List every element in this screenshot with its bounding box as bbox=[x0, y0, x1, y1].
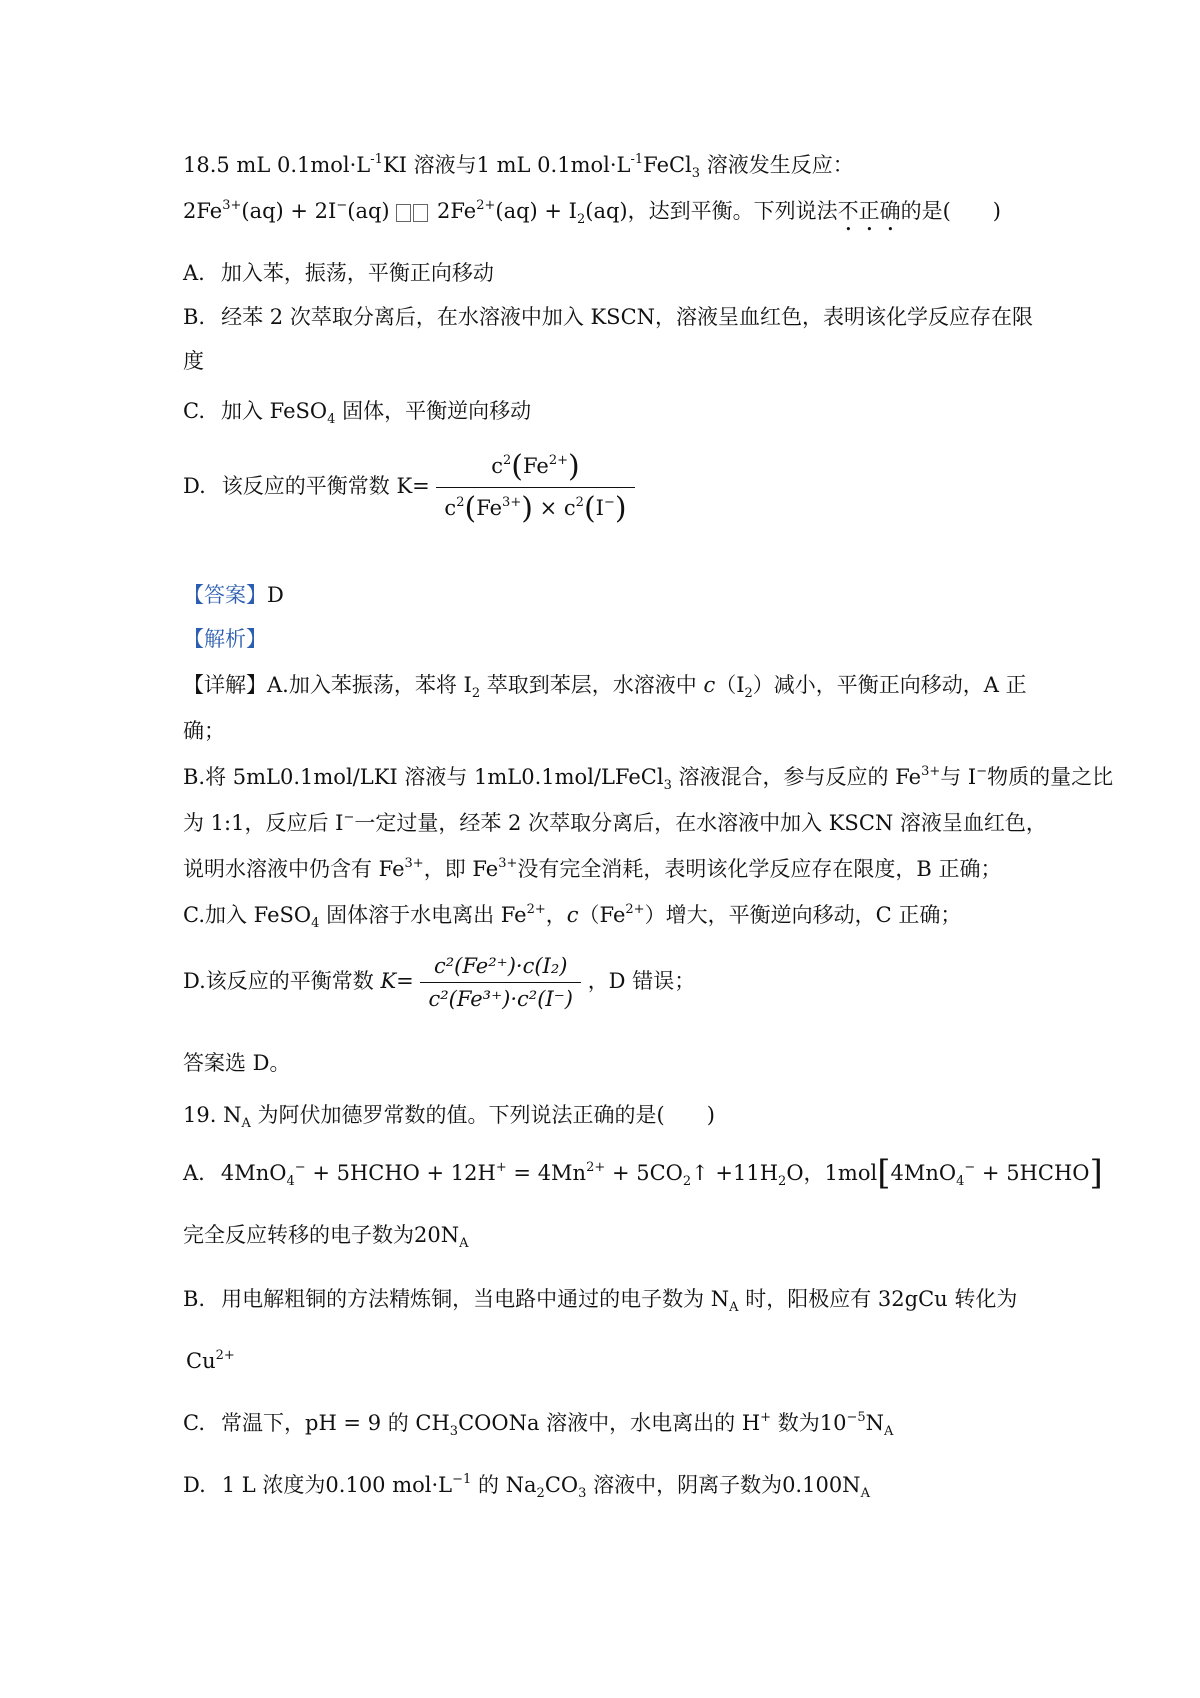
q18-detail-line5: 说明水溶液中仍含有 $Fe^{3+}$，即 $Fe^{3+}$没有完全消耗，表明该化学反应存在限度，B 正确； bbox=[183, 856, 1002, 881]
q19-option-d: D. 1 L 浓度为0.100 $mol\cdot L^{-1}$ 的 $Na_2CO_3$ 溶液中，阴离子数为$0.100N_A$ bbox=[183, 1472, 870, 1501]
q19-option-b: B. 用电解粗铜的方法精炼铜，当电路中通过的电子数为 $N_A$ 时，阳极应有 32gCu 转化为 bbox=[183, 1287, 1018, 1315]
q18-detail-line3: B.将 5mL0.1mol/LKI 溶液与 1mL0.1mol/LFeCl$_3$ 溶液混合，参与反应的 $Fe^{3+}$与 I−物质的量之比 bbox=[183, 764, 1114, 793]
q19-option-a-cont: 完全反应转移的电子数为$20N_A$ bbox=[183, 1223, 469, 1251]
constant-fraction-detail: $\frac{\text{c²(Fe²⁺)·c(I₂)}}{\text{c²(Fe³⁺)·c²(I⁻)}}$ bbox=[420, 952, 581, 1013]
q18-option-a: A. 加入苯，振荡，平衡正向移动 bbox=[183, 261, 494, 285]
q18-detail-line8: 答案选 D。 bbox=[183, 1051, 291, 1075]
equilibrium-arrow-icon bbox=[396, 202, 430, 224]
q19-option-c: C. 常温下，pH = 9 的 $CH_3COONa$ 溶液中，水电离出的 H+ 数为$10^{-5}N_A$ bbox=[183, 1410, 894, 1439]
q18-stem-line2: $2Fe^{3+}(aq) + 2I^-(aq)$ $2Fe^{2+}(aq) + I_2(aq)$，达到平衡。下列说法不正确的是( ) bbox=[183, 198, 1001, 227]
q18-stem-line1: 18.5 mL $0.1mol\cdot L^{-1}KI$ 溶液与1 mL $0.1mol\cdot L^{-1}FeCl_3$ 溶液发生反应： bbox=[183, 152, 854, 181]
q18-detail-line6: C.加入 FeSO$_4$ 固体溶于水电离出 $Fe^{2+}$，$c(Fe^{2+})$增大，平衡逆向移动，C 正确； bbox=[183, 902, 962, 931]
q18-option-b-cont: 度 bbox=[183, 349, 204, 373]
q18-detail-line4: 为 1:1，反应后 I−一定过量，经苯 2 次萃取分离后，在水溶液中加入 KSCN 溶液呈血红色， bbox=[183, 810, 1047, 835]
emphasis-not-correct: 不正确 bbox=[837, 199, 901, 223]
equilibrium-constant-fraction: $\frac{c^2(Fe^{2+})}{c^2(Fe^{3+}) \times c^2(I^-)}$ bbox=[436, 448, 634, 527]
q18-detail-line7: D.该反应的平衡常数 K= $\frac{\text{c²(Fe²⁺)·c(I₂)}}{\text{c²(Fe³⁺)·c²(I⁻)}}$ ，D 错误； bbox=[183, 954, 696, 1011]
q19-option-a: A. 4MnO$_4$− + 5HCHO + $12H^+ = 4Mn^{2+}$ + $5CO_2↑ +11H_2O$，1mol[4MnO$_4$− + 5HCHO] bbox=[183, 1153, 1103, 1193]
q18-detail-line2: 确； bbox=[183, 719, 225, 743]
q18-option-c: C. 加入 FeSO$_4$ 固体，平衡逆向移动 bbox=[183, 399, 532, 427]
q18-option-b: B. 经苯 2 次萃取分离后，在水溶液中加入 KSCN，溶液呈血红色，表明该化学反应存在限 bbox=[183, 305, 1034, 329]
q18-detail-line1: 【详解】A.加入苯振荡，苯将 $I_2$ 萃取到苯层，水溶液中 $c(I_2)$减小，平衡正向移动，A 正 bbox=[183, 673, 1027, 701]
q19-option-b-cont: $Cu^{2+}$ bbox=[186, 1348, 235, 1373]
q18-answer: 【答案】D bbox=[183, 583, 284, 607]
q18-option-d: D. 该反应的平衡常数 K= $\frac{c^2(Fe^{2+})}{c^2(Fe^{3+}) \times c^2(I^-)}$ bbox=[183, 448, 635, 527]
q18-analysis-tag: 【解析】 bbox=[183, 627, 267, 651]
q19-stem: 19. $N_A$ 为阿伏加德罗常数的值。下列说法正确的是( ) bbox=[183, 1103, 715, 1131]
